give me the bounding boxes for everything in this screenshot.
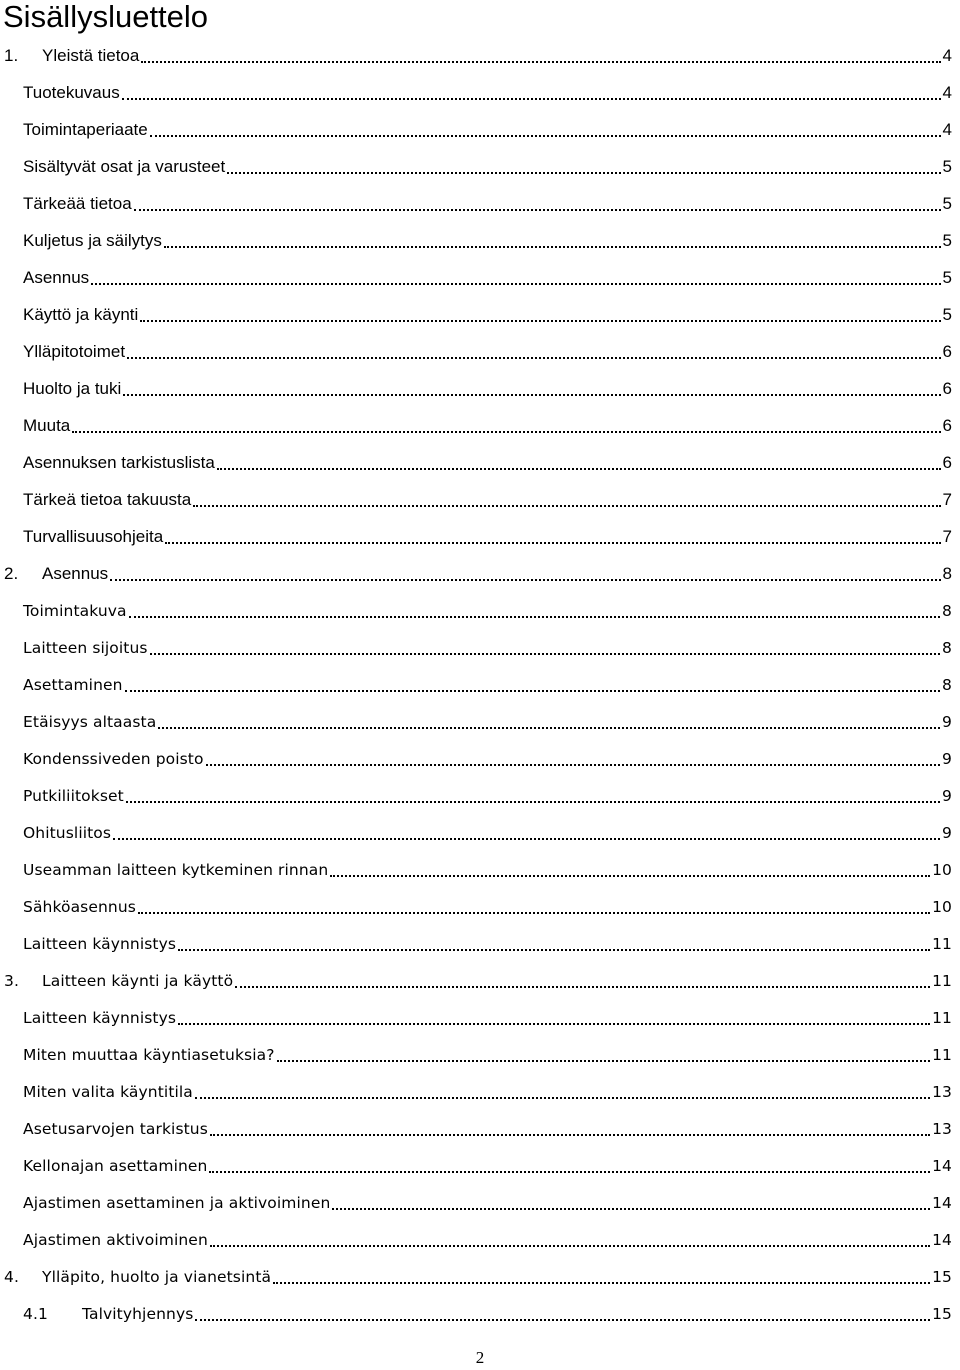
- toc-entry[interactable]: [0, 814, 960, 851]
- toc-entry-content: [0, 824, 960, 842]
- toc-entry-content: [0, 194, 960, 214]
- dot-leader: [127, 357, 940, 359]
- toc-entry-content: [0, 342, 960, 362]
- toc-entry-title: Turvallisuusohjeita: [23, 526, 164, 546]
- toc-entry-page: 14: [932, 1156, 952, 1175]
- toc-entry-content: [0, 602, 960, 620]
- toc-entry-content: [0, 1083, 960, 1101]
- dot-leader: [195, 1097, 930, 1099]
- toc-entry-title: Ylläpitotoimet: [23, 341, 126, 361]
- toc-entry-page: 5: [942, 156, 952, 176]
- toc-entry[interactable]: [0, 37, 960, 74]
- toc-entry-page: 13: [932, 1119, 952, 1138]
- toc-entry[interactable]: [0, 111, 960, 148]
- toc-entry-number: 4.1: [23, 1304, 48, 1323]
- toc-entry[interactable]: [0, 1147, 960, 1184]
- toc-entry-title: Ajastimen aktivoiminen: [23, 1230, 208, 1249]
- dot-leader: [235, 986, 930, 988]
- dot-leader: [217, 468, 941, 470]
- toc-entry-content: [0, 1268, 960, 1286]
- dot-leader: [164, 246, 941, 248]
- dot-leader: [150, 653, 940, 655]
- toc-entry-page: 8: [942, 601, 952, 620]
- toc-entry-page: 5: [942, 230, 952, 250]
- toc-entry-title: Yleistä tietoa: [42, 45, 140, 65]
- toc-entry-page: 9: [942, 712, 952, 731]
- dot-leader: [129, 616, 940, 618]
- toc-entry[interactable]: [0, 851, 960, 888]
- toc-entry-page: 8: [942, 563, 952, 583]
- dot-leader: [193, 505, 940, 507]
- toc-entry-title: Miten muuttaa käyntiasetuksia?: [23, 1045, 275, 1064]
- toc-entry[interactable]: [0, 370, 960, 407]
- dot-leader: [150, 135, 941, 137]
- toc-entry-content: [0, 268, 960, 288]
- dot-leader: [126, 801, 940, 803]
- toc-entry[interactable]: [0, 222, 960, 259]
- dot-leader: [209, 1171, 930, 1173]
- dot-leader: [227, 172, 940, 174]
- toc-entry-title: Putkiliitokset: [23, 786, 124, 805]
- toc-entry-page: 4: [942, 119, 952, 139]
- dot-leader: [330, 875, 930, 877]
- toc-entry-content: [0, 83, 960, 103]
- toc-entry-page: 5: [942, 193, 952, 213]
- dot-leader: [141, 61, 940, 63]
- toc-entry-content: [0, 1305, 960, 1323]
- dot-leader: [134, 209, 941, 211]
- dot-leader: [158, 727, 940, 729]
- toc-entry[interactable]: [0, 666, 960, 703]
- toc-entry-page: 6: [942, 341, 952, 361]
- toc-entry-title: Ajastimen asettaminen ja aktivoiminen: [23, 1193, 331, 1212]
- toc-entry[interactable]: [0, 407, 960, 444]
- toc-entry[interactable]: [0, 777, 960, 814]
- dot-leader: [72, 431, 940, 433]
- toc-entry[interactable]: [0, 444, 960, 481]
- toc-entry-title: Sähköasennus: [23, 897, 136, 916]
- toc-entry[interactable]: [0, 148, 960, 185]
- toc-entry[interactable]: [0, 925, 960, 962]
- toc-entry-page: 6: [942, 378, 952, 398]
- dot-leader: [178, 1023, 930, 1025]
- toc-entry-content: [0, 416, 960, 436]
- toc-entry-content: [0, 564, 960, 584]
- toc-entry[interactable]: [0, 518, 960, 555]
- toc-entry-page: 5: [942, 267, 952, 287]
- toc-entry-title: Muuta: [23, 415, 71, 435]
- dot-leader: [113, 838, 940, 840]
- toc-entry-title: Asennus: [23, 267, 90, 287]
- toc-entry[interactable]: [0, 999, 960, 1036]
- toc-entry[interactable]: [0, 1295, 960, 1332]
- toc-entry-content: [0, 639, 960, 657]
- toc-entry-title: Kondenssiveden poisto: [23, 749, 204, 768]
- toc-entry-page: 11: [932, 1008, 952, 1027]
- table-of-contents: [0, 37, 960, 1332]
- dot-leader: [138, 912, 930, 914]
- toc-entry[interactable]: [0, 259, 960, 296]
- toc-entry-title: Tuotekuvaus: [23, 82, 120, 102]
- toc-entry-content: [0, 676, 960, 694]
- toc-entry[interactable]: [0, 1184, 960, 1221]
- toc-entry[interactable]: [0, 1036, 960, 1073]
- toc-entry[interactable]: [0, 1258, 960, 1295]
- toc-entry-title: Useamman laitteen kytkeminen rinnan: [23, 860, 329, 879]
- toc-entry[interactable]: [0, 1110, 960, 1147]
- toc-entry-page: 7: [942, 526, 952, 546]
- toc-entry-title: Kellonajan asettaminen: [23, 1156, 208, 1175]
- toc-entry[interactable]: [0, 1221, 960, 1258]
- toc-entry-title: Tärkeää tietoa: [23, 193, 132, 213]
- toc-entry-content: [0, 379, 960, 399]
- dot-leader: [91, 283, 940, 285]
- toc-entry-title: Asennuksen tarkistuslista: [23, 452, 215, 472]
- toc-entry-page: 10: [932, 860, 952, 879]
- toc-entry-content: [0, 490, 960, 510]
- toc-entry-page: 11: [932, 1045, 952, 1064]
- toc-entry-content: [0, 120, 960, 140]
- toc-entry-content: [0, 231, 960, 251]
- toc-entry-title: Käyttö ja käynti: [23, 304, 139, 324]
- toc-entry-title: Toimintaperiaate: [23, 119, 148, 139]
- toc-entry-content: [0, 453, 960, 473]
- toc-entry-title: Ylläpito, huolto ja vianetsintä: [42, 1267, 272, 1286]
- toc-entry-content: [0, 1009, 960, 1027]
- dot-leader: [277, 1060, 931, 1062]
- toc-entry-title: Laitteen sijoitus: [23, 638, 148, 657]
- toc-entry-content: [0, 157, 960, 177]
- toc-entry-content: [0, 1046, 960, 1064]
- dot-leader: [332, 1208, 930, 1210]
- toc-entry-content: [0, 1120, 960, 1138]
- toc-entry[interactable]: [0, 962, 960, 999]
- toc-entry[interactable]: [0, 296, 960, 333]
- toc-entry[interactable]: [0, 740, 960, 777]
- dot-leader: [122, 98, 941, 100]
- page-title: Sisällysluettelo: [3, 0, 209, 34]
- toc-entry-page: 9: [942, 823, 952, 842]
- dot-leader: [178, 949, 930, 951]
- toc-entry[interactable]: [0, 555, 960, 592]
- toc-entry-page: 7: [942, 489, 952, 509]
- toc-entry-title: Laitteen käynnistys: [23, 1008, 177, 1027]
- toc-entry-title: Asennus: [42, 563, 109, 583]
- toc-entry-content: [0, 305, 960, 325]
- toc-entry-page: 4: [942, 82, 952, 102]
- toc-entry-page: 6: [942, 452, 952, 472]
- toc-entry-page: 8: [942, 675, 952, 694]
- page-number: 2: [475, 1348, 485, 1367]
- toc-entry-number: 4.: [4, 1267, 19, 1286]
- toc-entry[interactable]: [0, 481, 960, 518]
- dot-leader: [206, 764, 940, 766]
- toc-entry-title: Laitteen käynti ja käyttö: [42, 971, 234, 990]
- toc-entry-page: 11: [932, 971, 952, 990]
- dot-leader: [165, 542, 940, 544]
- toc-entry-content: [0, 1194, 960, 1212]
- dot-leader: [110, 579, 940, 581]
- toc-entry-content: [0, 713, 960, 731]
- toc-entry[interactable]: [0, 629, 960, 666]
- toc-entry[interactable]: [0, 703, 960, 740]
- toc-entry-content: [0, 787, 960, 805]
- toc-entry-content: [0, 1231, 960, 1249]
- toc-entry-content: [0, 1157, 960, 1175]
- toc-entry-content: [0, 898, 960, 916]
- toc-entry-title: Tärkeä tietoa takuusta: [23, 489, 192, 509]
- dot-leader: [140, 320, 940, 322]
- toc-entry-page: 8: [942, 638, 952, 657]
- toc-entry-page: 9: [942, 749, 952, 768]
- toc-entry-title: Sisältyvät osat ja varusteet: [23, 156, 226, 176]
- dot-leader: [210, 1134, 930, 1136]
- toc-entry[interactable]: [0, 74, 960, 111]
- toc-entry[interactable]: [0, 1073, 960, 1110]
- toc-entry-page: 14: [932, 1230, 952, 1249]
- toc-entry-page: 15: [932, 1304, 952, 1323]
- toc-entry-title: Laitteen käynnistys: [23, 934, 177, 953]
- dot-leader: [123, 394, 940, 396]
- toc-entry-page: 11: [932, 934, 952, 953]
- toc-entry-page: 9: [942, 786, 952, 805]
- toc-entry-number: 3.: [4, 971, 19, 990]
- toc-entry-page: 5: [942, 304, 952, 324]
- toc-entry-content: [0, 750, 960, 768]
- toc-entry[interactable]: [0, 592, 960, 629]
- dot-leader: [210, 1245, 930, 1247]
- toc-entry-title: Talvityhjennys: [82, 1304, 194, 1323]
- toc-entry-page: 15: [932, 1267, 952, 1286]
- toc-entry-title: Asettaminen: [23, 675, 123, 694]
- toc-entry-page: 14: [932, 1193, 952, 1212]
- toc-entry-number: 1.: [4, 45, 19, 65]
- dot-leader: [273, 1282, 930, 1284]
- toc-entry-content: [0, 527, 960, 547]
- toc-entry-number: 2.: [4, 563, 19, 583]
- toc-entry-page: 10: [932, 897, 952, 916]
- toc-entry[interactable]: [0, 185, 960, 222]
- dot-leader: [195, 1319, 930, 1321]
- toc-entry-content: [0, 46, 960, 66]
- toc-entry-page: 4: [942, 45, 952, 65]
- toc-entry-title: Toimintakuva: [23, 601, 127, 620]
- toc-entry-content: [0, 972, 960, 990]
- toc-entry[interactable]: [0, 888, 960, 925]
- toc-entry-page: 6: [942, 415, 952, 435]
- toc-entry[interactable]: [0, 333, 960, 370]
- toc-entry-content: [0, 935, 960, 953]
- toc-entry-content: [0, 861, 960, 879]
- toc-entry-title: Huolto ja tuki: [23, 378, 122, 398]
- toc-entry-title: Miten valita käyntitila: [23, 1082, 193, 1101]
- toc-entry-title: Kuljetus ja säilytys: [23, 230, 162, 250]
- toc-entry-title: Ohitusliitos: [23, 823, 112, 842]
- toc-entry-title: Etäisyys altaasta: [23, 712, 157, 731]
- toc-entry-title: Asetusarvojen tarkistus: [23, 1119, 208, 1138]
- toc-entry-page: 13: [932, 1082, 952, 1101]
- dot-leader: [125, 690, 940, 692]
